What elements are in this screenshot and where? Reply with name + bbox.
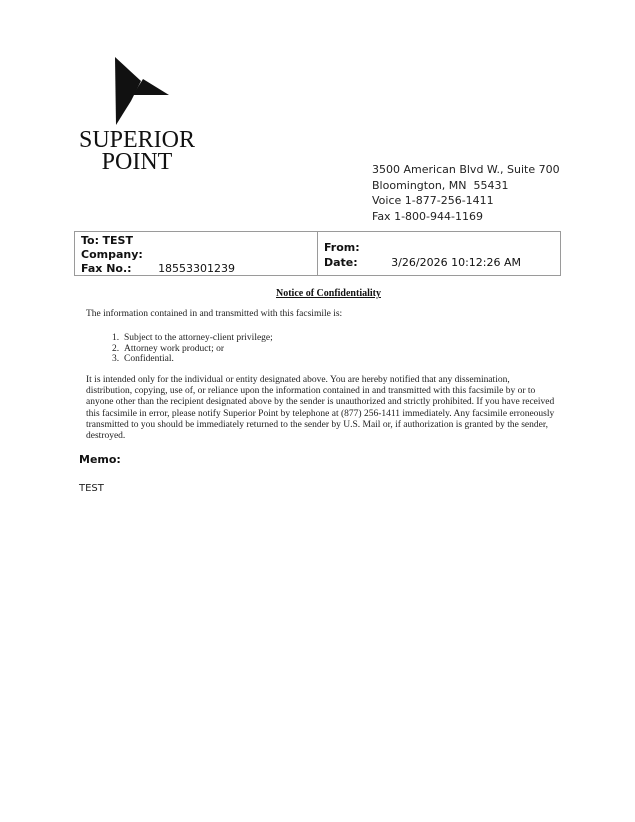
to-row bbox=[81, 234, 317, 248]
sender-section bbox=[318, 232, 560, 275]
list-item bbox=[112, 333, 273, 344]
notice-list bbox=[112, 333, 273, 365]
fax-number-label: Fax No.: bbox=[81, 262, 132, 275]
list-item bbox=[112, 344, 273, 355]
notice-title: Notice of Confidentiality bbox=[276, 288, 381, 299]
list-item-number: 3. bbox=[112, 354, 120, 364]
address-voice: Voice 1-877-256-1411 bbox=[372, 194, 494, 207]
date-value: 3/26/2026 10:12:26 AM bbox=[391, 255, 521, 269]
company-label: Company: bbox=[81, 248, 143, 261]
company-logo bbox=[76, 57, 198, 175]
company-row bbox=[81, 248, 317, 262]
address-fax: Fax 1-800-944-1169 bbox=[372, 209, 483, 223]
from-row bbox=[324, 241, 560, 256]
memo-value: TEST bbox=[79, 483, 104, 494]
list-item-text: Confidential. bbox=[124, 354, 174, 364]
memo-label: Memo: bbox=[79, 453, 121, 466]
recipient-section bbox=[75, 232, 318, 275]
date-label: Date: bbox=[324, 255, 358, 269]
date-row bbox=[324, 256, 560, 271]
company-address bbox=[372, 162, 560, 224]
arrow-point-logo-icon bbox=[113, 57, 171, 125]
list-item-number: 2. bbox=[112, 343, 120, 354]
list-item-text: Attorney work product; or bbox=[124, 343, 224, 354]
fax-number-row bbox=[81, 262, 317, 276]
from-label: From: bbox=[324, 241, 360, 254]
to-label: To: bbox=[81, 234, 99, 247]
address-city: Bloomington, MN 55431 bbox=[372, 178, 509, 192]
fax-header-box bbox=[74, 231, 561, 276]
list-item-text: Subject to the attorney-client privilege; bbox=[124, 333, 273, 343]
fax-number-value: 18553301239 bbox=[158, 262, 236, 275]
list-item bbox=[112, 354, 273, 365]
notice-intro: The information contained in and transmitted with this facsimile is: bbox=[86, 309, 343, 319]
logo-text-superior: SUPERIOR bbox=[78, 127, 196, 153]
notice-body: It is intended only for the individual or entity designated above. You are hereby notified that any dissemination, distribution, copying, use of, or reliance upon the information contained in and transmitted with this facsimile by or to anyone other than the recipient designated above by the sender is unauthorized and strictly prohibited. If you have received this facsimile in error, please notify Superior Point by telephone at (877) 256-1411 immediately. Any facsimile erroneously transmitted to you should be immediately returned to the sender by U.S. Mail or, if authorization is granted by the sender, destroyed. bbox=[86, 375, 555, 442]
address-street: 3500 American Blvd W., Suite 700 bbox=[372, 163, 560, 176]
to-value: TEST bbox=[102, 234, 133, 247]
list-item-number: 1. bbox=[112, 333, 120, 343]
logo-text-point: POINT bbox=[101, 149, 173, 175]
